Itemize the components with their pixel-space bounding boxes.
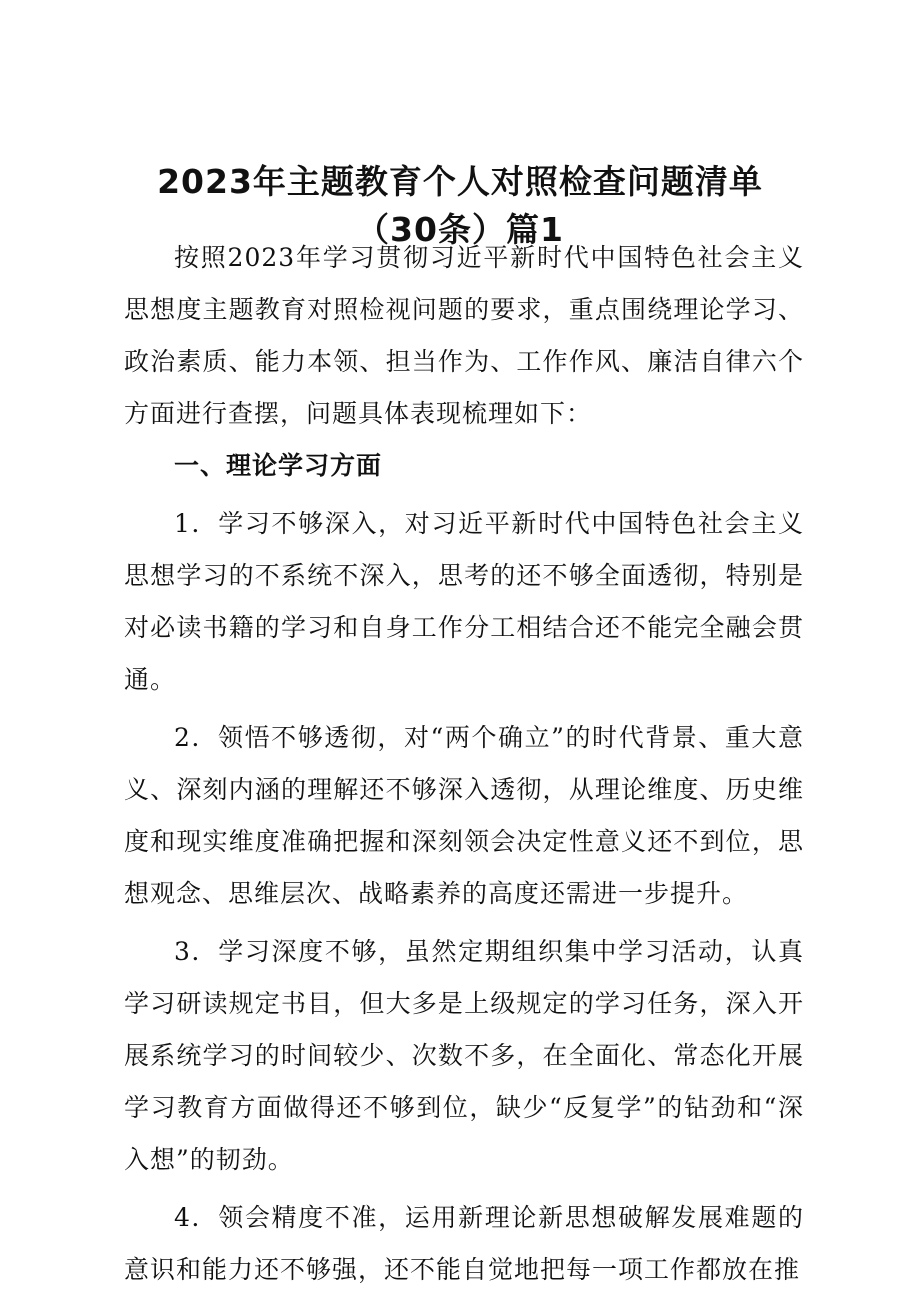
document-body — [124, 232, 804, 1296]
section-heading-theory-study: 一、理论学习方面 — [174, 451, 383, 480]
list-item: 4．领会精度不准，运用新理论新思想破解发展难题的意识和能力还不够强，还不能自觉地把每一项工作都放在推 — [124, 1203, 804, 1284]
list-item: 2．领悟不够透彻，对“两个确立”的时代背景、重大意义、深刻内涵的理解还不够深入透彻，从理论维度、历史维度和现实维度准确把握和深刻领会决定性意义还不到位，思想观念、思维层次、战略素养的高度还需进一步提升。 — [124, 723, 804, 908]
list-item: 3．学习深度不够，虽然定期组织集中学习活动，认真学习研读规定书目，但大多是上级规定的学习任务，深入开展系统学习的时间较少、次数不多，在全面化、常态化开展学习教育方面做得还不够到位，缺少“反复学”的钻劲和“深入想”的韧劲。 — [124, 937, 804, 1174]
intro-paragraph: 按照2023年学习贯彻习近平新时代中国特色社会主义思想度主题教育对照检视问题的要求，重点围绕理论学习、政治素质、能力本领、担当作为、工作作风、廉洁自律六个方面进行查摆，问题具体表现梳理如下： — [124, 243, 804, 428]
list-item: 1．学习不够深入，对习近平新时代中国特色社会主义思想学习的不系统不深入，思考的还不够全面透彻，特别是对必读书籍的学习和自身工作分工相结合还不能完全融会贯通。 — [124, 509, 804, 694]
document-title: 2023年主题教育个人对照检查问题清单（30条）篇1 — [157, 162, 763, 249]
